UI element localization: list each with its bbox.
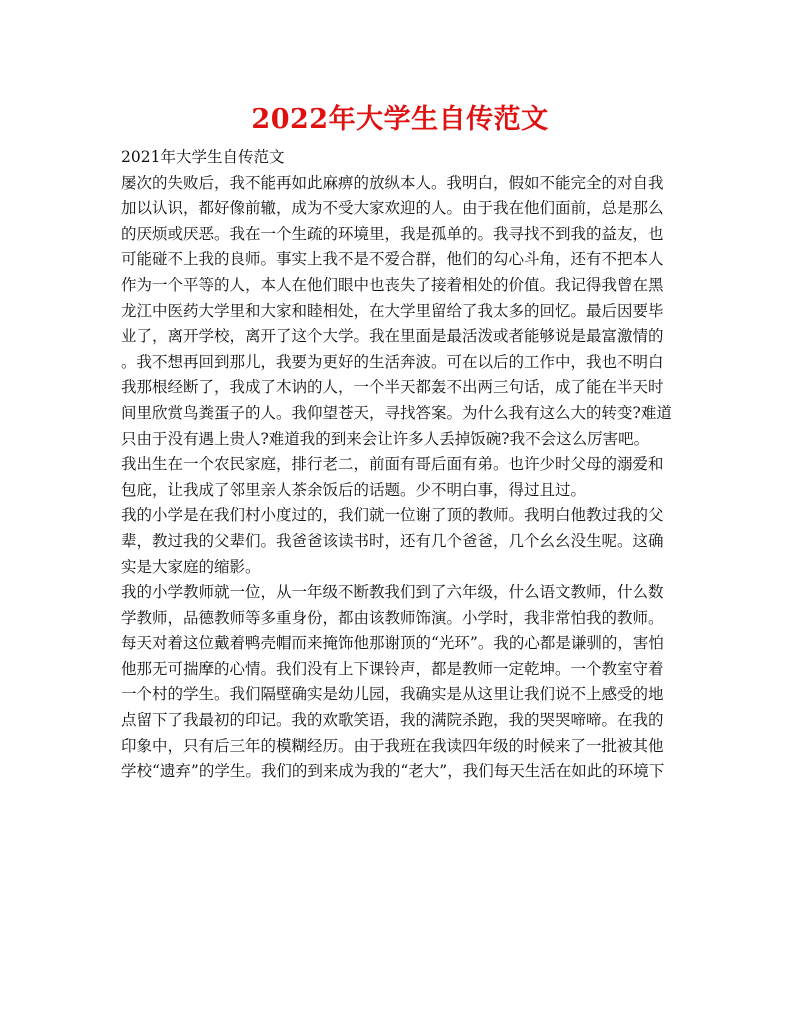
- body-line: 。我不想再回到那儿，我要为更好的生活奔波。可在以后的工作中，我也不明白: [121, 352, 664, 371]
- body-line: 我出生在一个农民家庭，排行老二，前面有哥后面有弟。也许少时父母的溺爱和: [121, 455, 664, 474]
- body-line: 业了，离开学校，离开了这个大学。我在里面是最活泼或者能够说是最富激情的: [121, 327, 664, 346]
- body-line: 我的小学教师就一位，从一年级不断教我们到了六年级，什么语文教师，什么数: [121, 583, 664, 602]
- body-line: 包庇，让我成了邻里亲人茶余饭后的话题。少不明白事，得过且过。: [121, 480, 587, 499]
- body-line: 学校“遗弃”的学生。我们的到来成为我的“老大”，我们每天生活在如此的环境下: [121, 762, 665, 781]
- body-line: 实是大家庭的缩影。: [121, 557, 261, 576]
- body-line: 只由于没有遇上贵人?难道我的到来会让许多人丢掉饭碗?我不会这么厉害吧。: [121, 429, 650, 448]
- body-line: 每天对着这位戴着鸭壳帽而来掩饰他那谢顶的“光环”。我的心都是谦驯的，害怕: [121, 634, 664, 653]
- document-title: 2022年大学生自传范文: [251, 104, 549, 135]
- body-line: 点留下了我最初的印记。我的欢歌笑语，我的满院杀跑，我的哭哭啼啼。在我的: [121, 711, 664, 730]
- body-line: 一个村的学生。我们隔壁确实是幼儿园，我确实是从这里让我们说不上感受的地: [121, 685, 664, 704]
- body-line: 加以认识，都好像前辙，成为不受大家欢迎的人。由于我在他们面前，总是那么: [121, 199, 664, 218]
- body-line: 2021年大学生自传范文: [121, 148, 285, 166]
- body-line: 学教师，品德教师等多重身份，都由该教师饰演。小学时，我非常怕我的教师。: [121, 608, 664, 627]
- body-line: 屡次的失败后，我不能再如此麻痹的放纵本人。我明白，假如不能完全的对自我: [121, 173, 664, 192]
- body-line: 间里欣赏鸟粪蛋子的人。我仰望苍天，寻找答案。为什么我有这么大的转变?难道: [121, 403, 672, 422]
- body-line: 辈，教过我的父辈们。我爸爸该读书时，还有几个爸爸，几个幺幺没生呢。这确: [121, 531, 664, 550]
- body-line: 作为一个平等的人，本人在他们眼中也丧失了接着相处的价值。我记得我曾在黑: [121, 275, 664, 294]
- body-line: 印象中，只有后三年的模糊经历。由于我班在我读四年级的时候来了一批被其他: [121, 736, 664, 755]
- body-line: 他那无可揣摩的心情。我们没有上下课铃声，都是教师一定乾坤。一个教室守着: [121, 659, 664, 678]
- body-line: 我那根经断了，我成了木讷的人，一个半天都轰不出两三句话，成了能在半天时: [121, 378, 664, 397]
- body-line: 可能碰不上我的良师。事实上我不是不爱合群，他们的勾心斗角，还有不把本人: [121, 250, 664, 269]
- body-line: 我的小学是在我们村小度过的，我们就一位谢了顶的教师。我明白他教过我的父: [121, 506, 664, 525]
- body-line: 龙江中医药大学里和大家和睦相处，在大学里留给了我太多的回忆。最后因要毕: [121, 301, 664, 320]
- body-line: 的厌烦或厌恶。我在一个生疏的环境里，我是孤单的。我寻找不到我的益友，也: [121, 224, 664, 243]
- document-body: [121, 145, 691, 785]
